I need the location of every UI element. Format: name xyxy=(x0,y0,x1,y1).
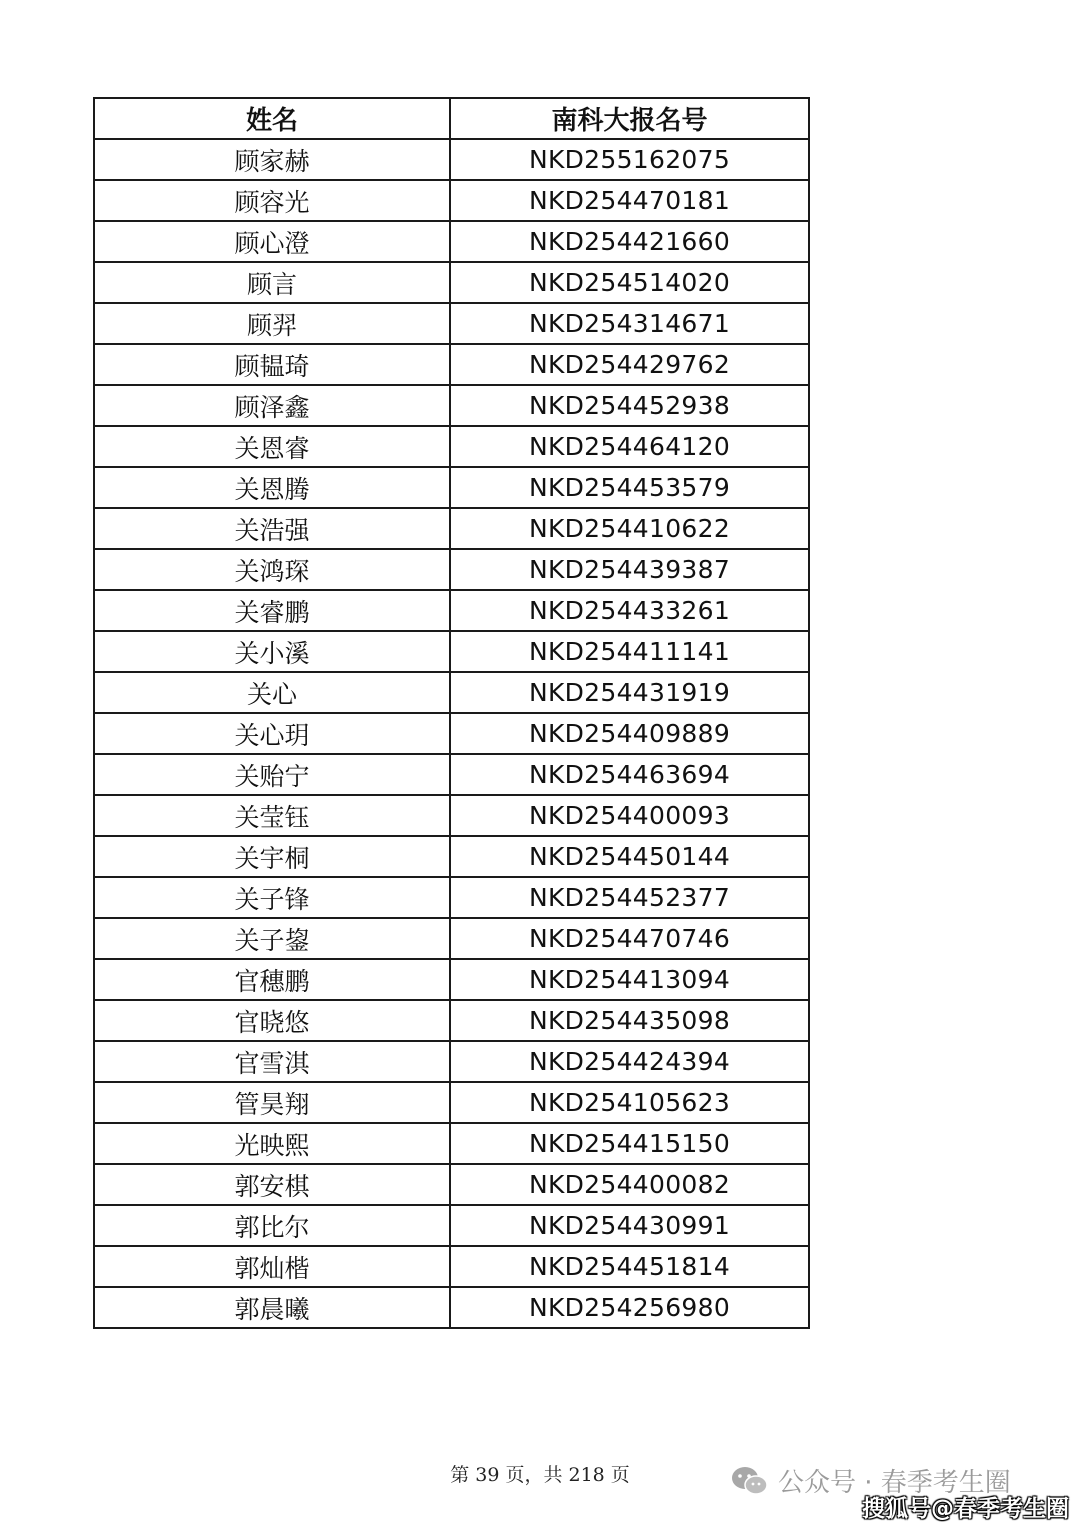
registration-id-cell: NKD254514020 xyxy=(450,262,809,303)
registration-id-cell: NKD254429762 xyxy=(450,344,809,385)
table-row xyxy=(94,959,809,1000)
registration-id-cell: NKD254410622 xyxy=(450,508,809,549)
registration-id-cell: NKD254435098 xyxy=(450,1000,809,1041)
table-row xyxy=(94,549,809,590)
table-body xyxy=(94,139,809,1328)
name-cell: 关恩睿 xyxy=(94,426,450,467)
registration-id-cell: NKD255162075 xyxy=(450,139,809,180)
table-row xyxy=(94,836,809,877)
table-row xyxy=(94,795,809,836)
wechat-icon xyxy=(730,1464,770,1498)
registration-id-cell: NKD254256980 xyxy=(450,1287,809,1328)
table-row xyxy=(94,1041,809,1082)
name-cell: 郭灿楷 xyxy=(94,1246,450,1287)
registration-id-cell: NKD254400093 xyxy=(450,795,809,836)
table-row xyxy=(94,1205,809,1246)
registration-id-cell: NKD254439387 xyxy=(450,549,809,590)
sohu-watermark: 搜狐号@春季考生圈 xyxy=(862,1496,1069,1522)
name-cell: 光映熙 xyxy=(94,1123,450,1164)
name-cell: 关睿鹏 xyxy=(94,590,450,631)
registration-id-cell: NKD254430991 xyxy=(450,1205,809,1246)
name-cell: 顾韫琦 xyxy=(94,344,450,385)
table-row xyxy=(94,918,809,959)
table-row xyxy=(94,180,809,221)
table-row xyxy=(94,1123,809,1164)
registration-id-cell: NKD254400082 xyxy=(450,1164,809,1205)
registration-id-cell: NKD254452377 xyxy=(450,877,809,918)
registration-id-cell: NKD254451814 xyxy=(450,1246,809,1287)
name-cell: 关子鋆 xyxy=(94,918,450,959)
name-cell: 郭安棋 xyxy=(94,1164,450,1205)
name-cell: 官雪淇 xyxy=(94,1041,450,1082)
name-cell: 关莹钰 xyxy=(94,795,450,836)
table-row xyxy=(94,713,809,754)
registration-id-cell: NKD254424394 xyxy=(450,1041,809,1082)
name-cell: 关宇桐 xyxy=(94,836,450,877)
name-cell: 顾心澄 xyxy=(94,221,450,262)
name-cell: 关小溪 xyxy=(94,631,450,672)
name-cell: 顾羿 xyxy=(94,303,450,344)
registration-id-cell: NKD254453579 xyxy=(450,467,809,508)
table-row xyxy=(94,590,809,631)
registration-id-cell: NKD254452938 xyxy=(450,385,809,426)
name-cell: 关浩强 xyxy=(94,508,450,549)
name-cell: 关鸿琛 xyxy=(94,549,450,590)
header-registration-id: 南科大报名号 xyxy=(450,98,809,139)
registration-id-cell: NKD254450144 xyxy=(450,836,809,877)
registration-id-cell: NKD254470181 xyxy=(450,180,809,221)
name-cell: 顾容光 xyxy=(94,180,450,221)
name-cell: 郭比尔 xyxy=(94,1205,450,1246)
table-row xyxy=(94,1287,809,1328)
table-row xyxy=(94,672,809,713)
registration-id-cell: NKD254463694 xyxy=(450,754,809,795)
name-cell: 郭晨曦 xyxy=(94,1287,450,1328)
table-row xyxy=(94,303,809,344)
name-cell: 管昊翔 xyxy=(94,1082,450,1123)
table-row xyxy=(94,754,809,795)
registration-id-cell: NKD254415150 xyxy=(450,1123,809,1164)
table-row xyxy=(94,385,809,426)
table-row xyxy=(94,631,809,672)
name-cell: 官穗鹏 xyxy=(94,959,450,1000)
name-cell: 顾家赫 xyxy=(94,139,450,180)
name-cell: 关贻宁 xyxy=(94,754,450,795)
registration-id-cell: NKD254413094 xyxy=(450,959,809,1000)
registration-id-cell: NKD254409889 xyxy=(450,713,809,754)
name-cell: 顾泽鑫 xyxy=(94,385,450,426)
registration-id-cell: NKD254470746 xyxy=(450,918,809,959)
table-row xyxy=(94,221,809,262)
name-cell: 关子锋 xyxy=(94,877,450,918)
registration-id-cell: NKD254433261 xyxy=(450,590,809,631)
table-row xyxy=(94,1164,809,1205)
page-number: 第 39 页，共 218 页 xyxy=(450,1464,630,1486)
table-row xyxy=(94,262,809,303)
name-cell: 关心 xyxy=(94,672,450,713)
table-row xyxy=(94,344,809,385)
registration-id-cell: NKD254421660 xyxy=(450,221,809,262)
name-cell: 官晓悠 xyxy=(94,1000,450,1041)
table-row xyxy=(94,1246,809,1287)
registration-id-cell: NKD254464120 xyxy=(450,426,809,467)
table-header-row xyxy=(94,98,809,139)
registration-id-cell: NKD254105623 xyxy=(450,1082,809,1123)
table-row xyxy=(94,508,809,549)
wechat-watermark-text: 公众号 · 春季考生圈 xyxy=(778,1468,1011,1498)
table-row xyxy=(94,1082,809,1123)
table-row xyxy=(94,139,809,180)
table-row xyxy=(94,877,809,918)
registration-id-cell: NKD254411141 xyxy=(450,631,809,672)
table-row xyxy=(94,426,809,467)
name-cell: 关恩腾 xyxy=(94,467,450,508)
name-cell: 关心玥 xyxy=(94,713,450,754)
name-cell: 顾言 xyxy=(94,262,450,303)
table-row xyxy=(94,467,809,508)
admission-roster-table xyxy=(93,97,810,1329)
registration-id-cell: NKD254431919 xyxy=(450,672,809,713)
registration-id-cell: NKD254314671 xyxy=(450,303,809,344)
header-name: 姓名 xyxy=(94,98,450,139)
table-row xyxy=(94,1000,809,1041)
